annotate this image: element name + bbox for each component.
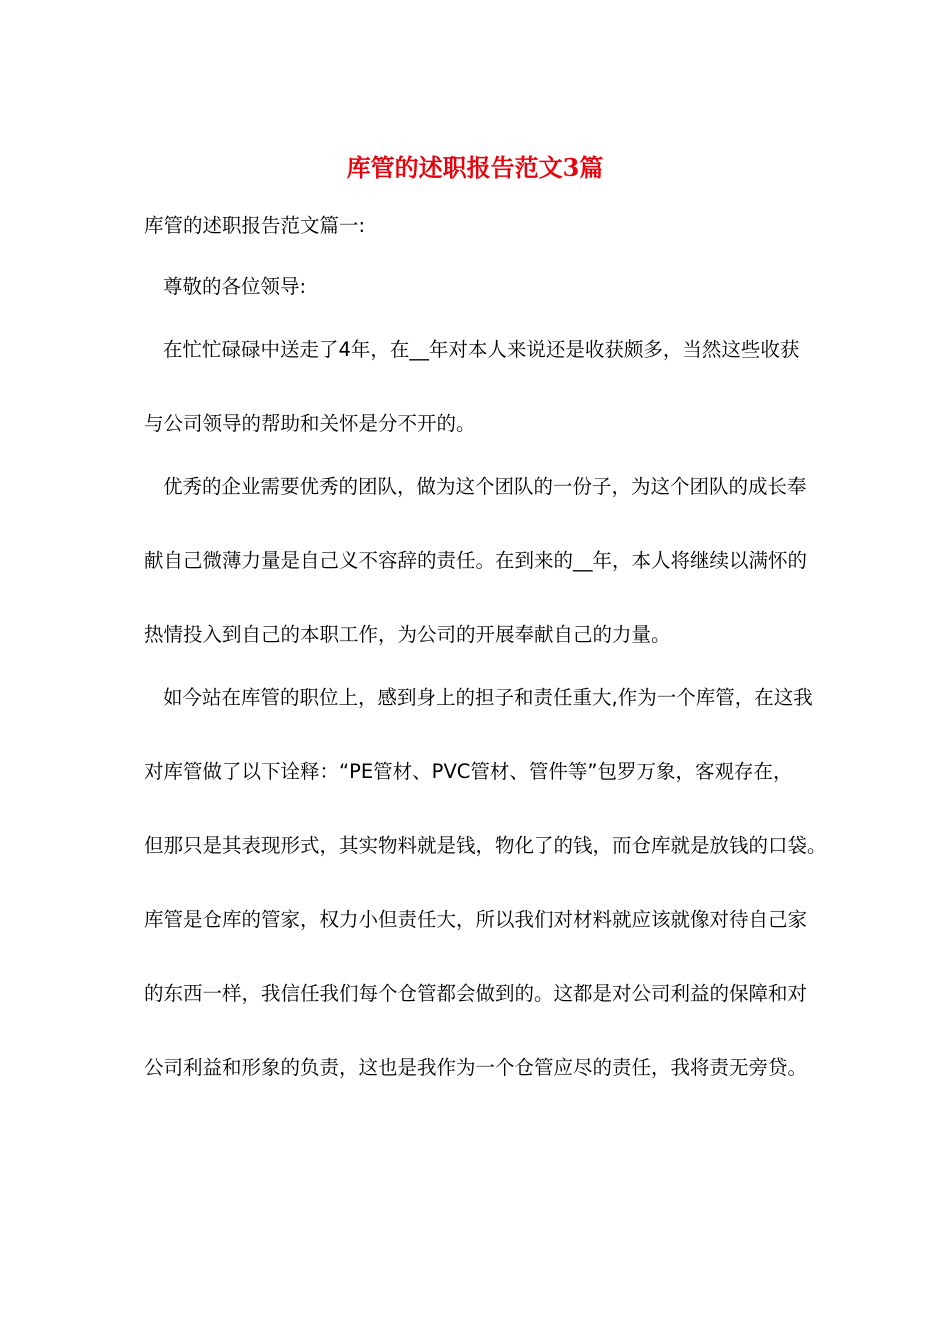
paragraph-line: 献自己微薄力量是自己义不容辞的责任。在到来的__年，本人将继续以满怀的 <box>144 549 808 572</box>
section-heading: 库管的述职报告范文篇一: <box>144 214 366 237</box>
paragraph-line: 库管是仓库的管家，权力小但责任大，所以我们对材料就应该就像对待自己家 <box>144 908 808 931</box>
paragraph-line: 对库管做了以下诠释：“PE管材、PVC管材、管件等”包罗万象，客观存在， <box>144 760 793 783</box>
paragraph-line: 与公司领导的帮助和关怀是分不开的。 <box>144 412 476 435</box>
paragraph-line: 优秀的企业需要优秀的团队，做为这个团队的一份子，为这个团队的成长奉 <box>163 475 807 498</box>
paragraph-line: 但那只是其表现形式，其实物料就是钱，物化了的钱，而仓库就是放钱的口袋。 <box>144 834 827 857</box>
salutation: 尊敬的各位领导: <box>163 275 307 298</box>
paragraph-line: 在忙忙碌碌中送走了4年，在__年对本人来说还是收获颇多，当然这些收获 <box>163 338 800 361</box>
paragraph-line: 如今站在库管的职位上，感到身上的担子和责任重大,作为一个库管，在这我 <box>163 686 813 709</box>
document-title: 库管的述职报告范文3篇 <box>346 153 604 182</box>
paragraph-line: 热情投入到自己的本职工作，为公司的开展奉献自己的力量。 <box>144 623 671 646</box>
paragraph-line: 的东西一样，我信任我们每个仓管都会做到的。这都是对公司利益的保障和对 <box>144 982 808 1005</box>
paragraph-line: 公司利益和形象的负责，这也是我作为一个仓管应尽的责任，我将责无旁贷。 <box>144 1056 808 1079</box>
